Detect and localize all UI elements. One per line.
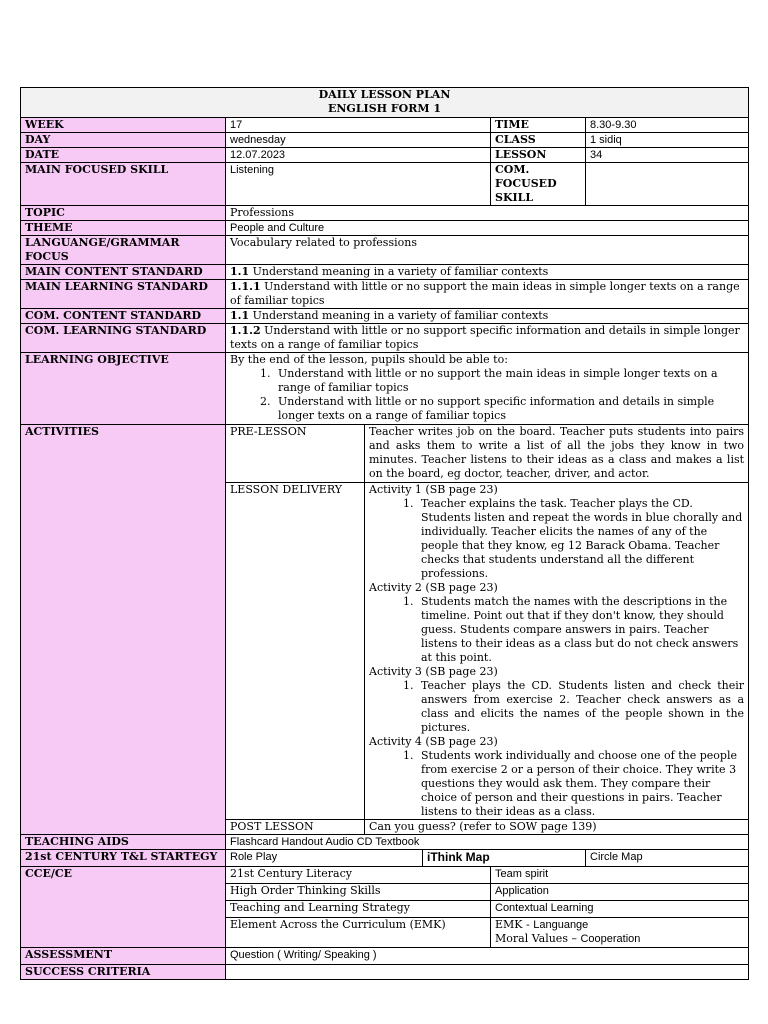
main-content-value [226, 265, 749, 280]
lesson-plan-table [20, 87, 749, 980]
post-lesson-label: POST LESSON [226, 820, 365, 835]
date-value: 12.07.2023 [226, 148, 491, 163]
main-content-text: Understand meaning in a variety of familiar contexts [249, 265, 549, 278]
aids-value: Flashcard Handout Audio CD Textbook [226, 835, 749, 850]
success-label: SUCCESS CRITERIA [21, 965, 226, 980]
activity-2-text: 1. Students match the names with the descriptions in the timeline. Point out that if they don't know, they should guess. Students compare answers in pairs. Teacher listens to their ideas as a class but do not check answers at this point. [417, 595, 744, 665]
date-label: DATE [21, 148, 226, 163]
activity-3-title: Activity 3 (SB page 23) [369, 665, 498, 678]
cce-label: CCE/CE [21, 867, 226, 948]
topic-value: Professions [226, 206, 749, 221]
success-value [226, 965, 749, 980]
week-value: 17 [226, 118, 491, 133]
assessment-value: Question ( Writing/ Speaking ) [226, 948, 749, 965]
activities-label: ACTIVITIES [21, 425, 226, 835]
assessment-label: ASSESSMENT [21, 948, 226, 965]
com-learning-text: Understand with little or no support specific information and details in simple longer texts on a range of familiar topics [230, 324, 740, 351]
lesson-plan-header [21, 88, 749, 118]
moral-values-label: Moral Values – [495, 932, 581, 945]
emk-label: EMK - [495, 918, 534, 931]
com-content-text: Understand meaning in a variety of familiar contexts [249, 309, 549, 322]
lesson-delivery-label: LESSON DELIVERY [226, 483, 365, 820]
strategy-value: Role Play [226, 850, 423, 867]
main-content-code: 1.1 [230, 265, 250, 278]
cce-left: Teaching and Learning Strategy [226, 901, 491, 918]
com-content-value [226, 309, 749, 324]
pre-lesson-text: Teacher writes job on the board. Teacher puts students into pairs and asks them to write a list of all the jobs they know in two minutes. Teacher listens to their ideas as a class and makes a list on the board, eg doctor, teacher, driver, and actor. [365, 425, 749, 483]
strategy-label: 21st CENTURY T&L STARTEGY [21, 850, 226, 867]
class-label: CLASS [491, 133, 586, 148]
cce-right: Team spirit [491, 867, 749, 884]
objective-item: 1. Understand with little or no support the main ideas in simple longer texts on a range of familiar topics [274, 367, 744, 395]
header-subtitle: ENGLISH FORM 1 [327, 102, 442, 115]
cce-left: Element Across the Curriculum (EMK) [226, 918, 491, 948]
objective-item: 2. Understand with little or no support specific information and details in simple longer texts on a range of familiar topics [274, 395, 744, 423]
activity-2-title: Activity 2 (SB page 23) [369, 581, 498, 594]
main-skill-label: MAIN FOCUSED SKILL [21, 163, 226, 206]
ithink-label: iThink Map [423, 850, 586, 867]
lesson-value: 34 [586, 148, 749, 163]
objective-intro: By the end of the lesson, pupils should be able to: [230, 353, 508, 366]
activity-1-text: 1. Teacher explains the task. Teacher plays the CD. Students listen and repeat the words in blue chorally and individually. Teacher elicits the names of any of the people that they know, eg 12 Barack Obama. Teacher checks that students understand all the different professions. [417, 497, 744, 581]
moral-values-value: Cooperation [580, 933, 641, 945]
main-skill-value: Listening [226, 163, 491, 206]
com-learning-value [226, 324, 749, 353]
cce-right-emk [491, 918, 749, 948]
theme-value: People and Culture [226, 221, 749, 236]
objective-value [226, 353, 749, 425]
ithink-value: Circle Map [586, 850, 749, 867]
com-skill-label: COM. FOCUSED SKILL [491, 163, 586, 206]
topic-label: TOPIC [21, 206, 226, 221]
grammar-value: Vocabulary related to professions [226, 236, 749, 265]
com-learning-label: COM. LEARNING STANDARD [21, 324, 226, 353]
cce-left: High Order Thinking Skills [226, 884, 491, 901]
activity-3-text: 1. Teacher plays the CD. Students listen and check their answers from exercise 2. Teacher check answers as a class and elicits the names of the people shown in the pictures. [417, 679, 744, 735]
com-content-label: COM. CONTENT STANDARD [21, 309, 226, 324]
class-value: 1 sidiq [586, 133, 749, 148]
com-content-code: 1.1 [230, 309, 250, 322]
lesson-delivery-content [365, 483, 749, 820]
pre-lesson-label: PRE-LESSON [226, 425, 365, 483]
time-value: 8.30-9.30 [586, 118, 749, 133]
post-lesson-text: Can you guess? (refer to SOW page 139) [365, 820, 749, 835]
cce-right: Application [491, 884, 749, 901]
day-value: wednesday [226, 133, 491, 148]
grammar-label: LANGUANGE/GRAMMAR FOCUS [21, 236, 226, 265]
week-label: WEEK [21, 118, 226, 133]
lesson-plan-sheet [20, 87, 748, 980]
cce-right: Contextual Learning [491, 901, 749, 918]
emk-value: Languange [533, 919, 589, 931]
main-learning-value [226, 280, 749, 309]
main-learning-code: 1.1.1 [230, 280, 261, 293]
com-skill-value [586, 163, 749, 206]
time-label: TIME [491, 118, 586, 133]
header-title: DAILY LESSON PLAN [318, 88, 451, 101]
activity-4-title: Activity 4 (SB page 23) [369, 735, 498, 748]
theme-label: THEME [21, 221, 226, 236]
com-learning-code: 1.1.2 [230, 324, 261, 337]
main-content-label: MAIN CONTENT STANDARD [21, 265, 226, 280]
day-label: DAY [21, 133, 226, 148]
activity-1-title: Activity 1 (SB page 23) [369, 483, 498, 496]
main-learning-text: Understand with little or no support the main ideas in simple longer texts on a range of familiar topics [230, 280, 740, 307]
activity-4-text: 1. Students work individually and choose one of the people from exercise 2 or a person of their choice. They write 3 questions they would ask them. They compare their choice of person and their questions in pairs. Teacher listens to their ideas as a class. [417, 749, 744, 819]
main-learning-label: MAIN LEARNING STANDARD [21, 280, 226, 309]
objective-label: LEARNING OBJECTIVE [21, 353, 226, 425]
cce-left: 21st Century Literacy [226, 867, 491, 884]
aids-label: TEACHING AIDS [21, 835, 226, 850]
lesson-label: LESSON [491, 148, 586, 163]
